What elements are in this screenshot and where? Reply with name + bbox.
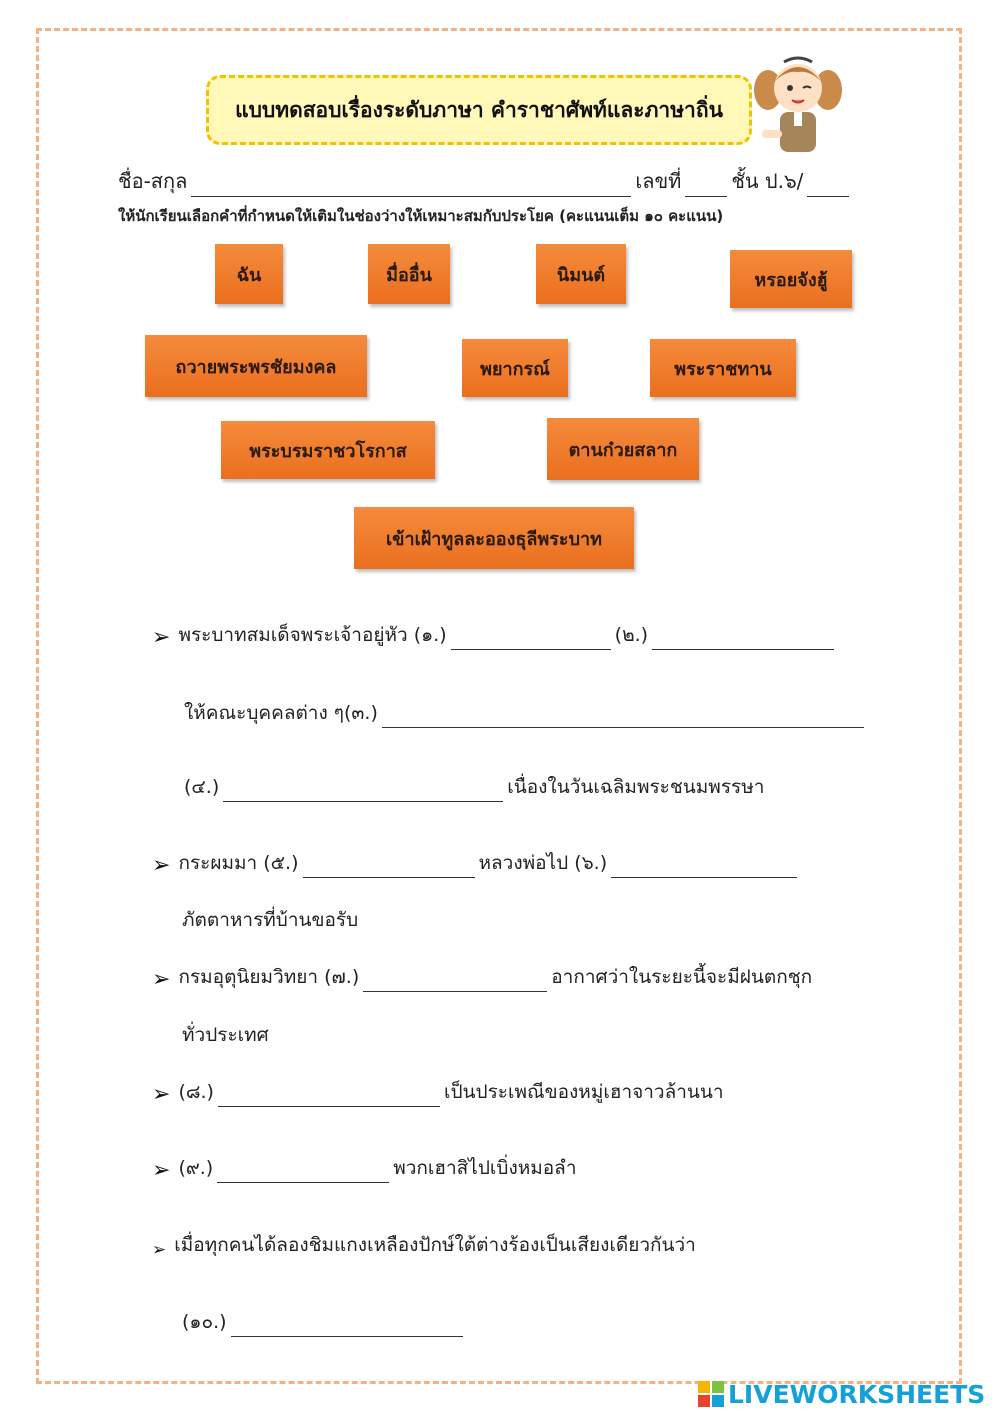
word-chip[interactable]: ถวายพระพรชัยมงคล — [145, 335, 367, 397]
answer-blank-6[interactable] — [611, 857, 797, 878]
class-label: ชั้น ป.๖/ — [731, 169, 804, 193]
word-chip[interactable]: มื่ออื่น — [368, 244, 450, 304]
answer-blank-5[interactable] — [303, 857, 475, 878]
arrow-bullet-icon: ➢ — [152, 853, 171, 878]
answer-blank-9[interactable] — [217, 1162, 389, 1183]
word-chip[interactable]: พระราชทาน — [650, 339, 796, 397]
question-1-line-3: (๔.) เนื่องในวันเฉลิมพระชนมพรรษา — [184, 772, 764, 802]
number-label: เลขที่ — [635, 169, 682, 193]
arrow-bullet-icon: ➢ — [152, 967, 171, 992]
liveworksheets-logo: LIVEWORKSHEETS — [698, 1378, 985, 1410]
word-chip[interactable]: ฉัน — [215, 244, 283, 304]
word-chip[interactable]: หรอยจังฮู้ — [730, 250, 852, 308]
student-info-line — [118, 165, 878, 197]
worksheet-title: แบบทดสอบเรื่องระดับภาษา คำราชาศัพท์และภาษาถิ่น — [206, 75, 752, 145]
word-chip[interactable]: ตานก๋วยสลาก — [547, 418, 699, 480]
class-input[interactable] — [807, 176, 849, 197]
arrow-bullet-icon: ➢ — [152, 1082, 171, 1107]
answer-blank-3[interactable] — [382, 707, 864, 728]
question-4: ➢ (๘.) เป็นประเพณีของหมู่เฮาจาวล้านนา — [152, 1081, 724, 1107]
question-1: ➢ พระบาทสมเด็จพระเจ้าอยู่หัว (๑.) (๒.) — [152, 620, 838, 650]
answer-blank-7[interactable] — [363, 971, 547, 992]
answer-blank-1[interactable] — [451, 629, 611, 650]
arrow-bullet-icon: ➢ — [152, 1240, 167, 1260]
question-2-line-2: ภัตตาหารที่บ้านขอรับ — [182, 909, 359, 931]
word-chip[interactable]: พยากรณ์ — [462, 339, 568, 397]
question-1-line-2: ให้คณะบุคคลต่าง ๆ(๓.) — [184, 698, 868, 728]
question-3: ➢ กรมอุตุนิยมวิทยา (๗.) อากาศว่าในระยะนี้จะมีฝนตกชุก — [152, 966, 813, 992]
answer-blank-10[interactable] — [231, 1316, 463, 1337]
name-input[interactable] — [191, 176, 631, 197]
question-5: ➢ (๙.) พวกเฮาสิไปเบิ่งหมอลำ — [152, 1157, 577, 1183]
arrow-bullet-icon: ➢ — [152, 625, 171, 650]
answer-blank-2[interactable] — [652, 629, 834, 650]
question-6: ➢ เมื่อทุกคนได้ลองชิมแกงเหลืองปักษ์ใต้ต่างร้องเป็นเสียงเดียวกันว่า — [152, 1234, 696, 1260]
question-2: ➢ กระผมมา (๕.) หลวงพ่อไป (๖.) — [152, 848, 801, 878]
question-3-line-2: ทั่วประเทศ — [182, 1024, 269, 1046]
name-label: ชื่อ-สกุล — [118, 169, 188, 193]
number-input[interactable] — [685, 176, 727, 197]
instruction-text: ให้นักเรียนเลือกคำที่กำหนดให้เติมในช่องว่างให้เหมาะสมกับประโยค (คะแนนเต็ม ๑๐ คะแนน) — [118, 207, 724, 225]
word-chip[interactable]: เข้าเฝ้าทูลละอองธุลีพระบาท — [354, 507, 634, 569]
arrow-bullet-icon: ➢ — [152, 1158, 171, 1183]
liveworksheets-blocks-icon — [698, 1381, 724, 1407]
word-chip[interactable]: นิมนต์ — [536, 244, 626, 304]
word-chip[interactable]: พระบรมราชวโรกาส — [221, 421, 435, 479]
student-mascot-icon — [748, 50, 848, 160]
answer-blank-8[interactable] — [218, 1086, 440, 1107]
answer-blank-4[interactable] — [223, 781, 503, 802]
question-6-line-2: (๑๐.) — [182, 1307, 467, 1337]
